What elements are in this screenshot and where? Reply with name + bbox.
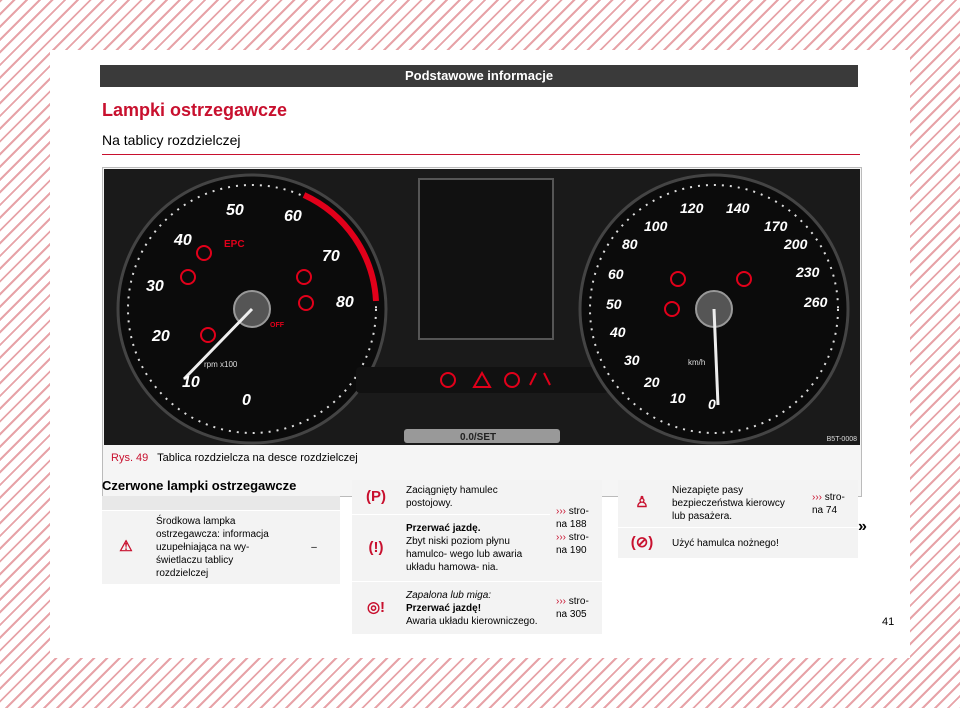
row-ref-3[interactable]: ››› stro- na 305 (550, 582, 602, 635)
speedo-tick-230: 230 (796, 264, 820, 280)
tacho-tick-10: 10 (182, 374, 200, 391)
speedo-tick-120: 120 (680, 200, 704, 216)
table-row (352, 582, 602, 635)
speedo-tick-0: 0 (708, 396, 716, 412)
row-ref-empty (806, 528, 858, 559)
speedo-tick-60: 60 (608, 266, 624, 282)
page-number: 41 (882, 616, 895, 628)
row-ref[interactable]: ››› stro- na 74 (806, 480, 858, 528)
table-row (618, 480, 858, 528)
speedo-tick-100: 100 (644, 218, 668, 234)
row-description: Przerwać jazdę. Zbyt niski poziom płynu hamulco- wego lub awaria układu hamowa- nia. (400, 515, 550, 582)
tacho-tick-80: 80 (336, 294, 354, 311)
speedo-tick-30: 30 (624, 352, 640, 368)
table-row (352, 480, 602, 515)
speedo-tick-170: 170 (764, 218, 788, 234)
left-column-title: Czerwone lampki ostrzegawcze (102, 478, 297, 493)
epc-lamp: EPC (224, 239, 245, 250)
table-row (102, 511, 340, 585)
running-header: Podstawowe informacje (100, 65, 858, 87)
right-warning-table (618, 480, 858, 559)
figure-code: B5T-0008 (826, 436, 857, 443)
speedo-tick-140: 140 (726, 200, 750, 216)
row-bold-text: Przerwać jazdę. (406, 523, 481, 534)
speedo-tick-40: 40 (610, 324, 626, 340)
figure-number: Rys. 49 (111, 452, 149, 464)
esc-off-lamp: OFF (270, 322, 284, 329)
tacho-tick-0: 0 (242, 392, 251, 409)
speedo-unit: km/h (688, 358, 706, 367)
dashboard-illustration (104, 169, 860, 445)
subsection-rule (102, 154, 860, 155)
row-ref-2[interactable]: ››› stro- na 190 (556, 531, 589, 556)
speedo-tick-10: 10 (670, 390, 686, 406)
row-ref: – (288, 511, 340, 585)
tacho-tick-40: 40 (174, 232, 192, 249)
mid-warning-table (352, 480, 602, 635)
parking-brake-icon: (P) (366, 487, 386, 505)
speedo-tick-50: 50 (606, 296, 622, 312)
warning-strip (356, 367, 608, 393)
speedo-tick-20: 20 (644, 374, 660, 390)
figure-caption (111, 452, 358, 464)
tacho-tick-50: 50 (226, 202, 244, 219)
table-row (618, 528, 858, 559)
page (50, 50, 910, 658)
tacho-tick-30: 30 (146, 278, 164, 295)
section-title: Lampki ostrzegawcze (102, 100, 288, 120)
left-warning-table (102, 496, 340, 585)
brake-pedal-icon: (⊘) (630, 533, 654, 551)
row-description: Niezapięte pasy bezpieczeństwa kierowcy lub pasażera. (666, 480, 806, 528)
speedo-tick-200: 200 (784, 236, 808, 252)
seatbelt-icon: ♙ (635, 494, 649, 511)
subsection-title: Na tablicy rozdzielczej (102, 132, 241, 148)
tacho-tick-60: 60 (284, 208, 302, 225)
row-description: Użyć hamulca nożnego! (666, 528, 806, 559)
row-description: Zapalona lub miga: Przerwać jazdę! Awaria układu kierowniczego. (400, 582, 550, 635)
steering-icon: ◎! (366, 598, 386, 616)
tacho-tick-70: 70 (322, 248, 340, 265)
center-display (419, 179, 553, 339)
continue-mark: » (858, 518, 867, 535)
tacho-tick-20: 20 (152, 328, 170, 345)
figure-caption-text: Tablica rozdzielcza na desce rozdzielczej (157, 452, 358, 464)
figure-dashboard (102, 167, 862, 497)
row-description: Środkowa lampka ostrzegawcza: informacja uzupełniająca na wy- świetlaczu tablicy rozdzielczej (150, 511, 288, 585)
row-description: Zaciągnięty hamulec postojowy. (400, 480, 550, 515)
trip-display-text: 0.0/SET (460, 432, 497, 443)
warning-triangle-icon: ⚠ (119, 538, 133, 555)
row-ref-1[interactable]: ››› stro- na 188 (556, 505, 589, 530)
speedo-tick-260: 260 (804, 294, 828, 310)
tacho-unit: rpm x100 (204, 360, 238, 369)
brake-fluid-icon: (!) (368, 538, 384, 556)
speedo-tick-80: 80 (622, 236, 638, 252)
